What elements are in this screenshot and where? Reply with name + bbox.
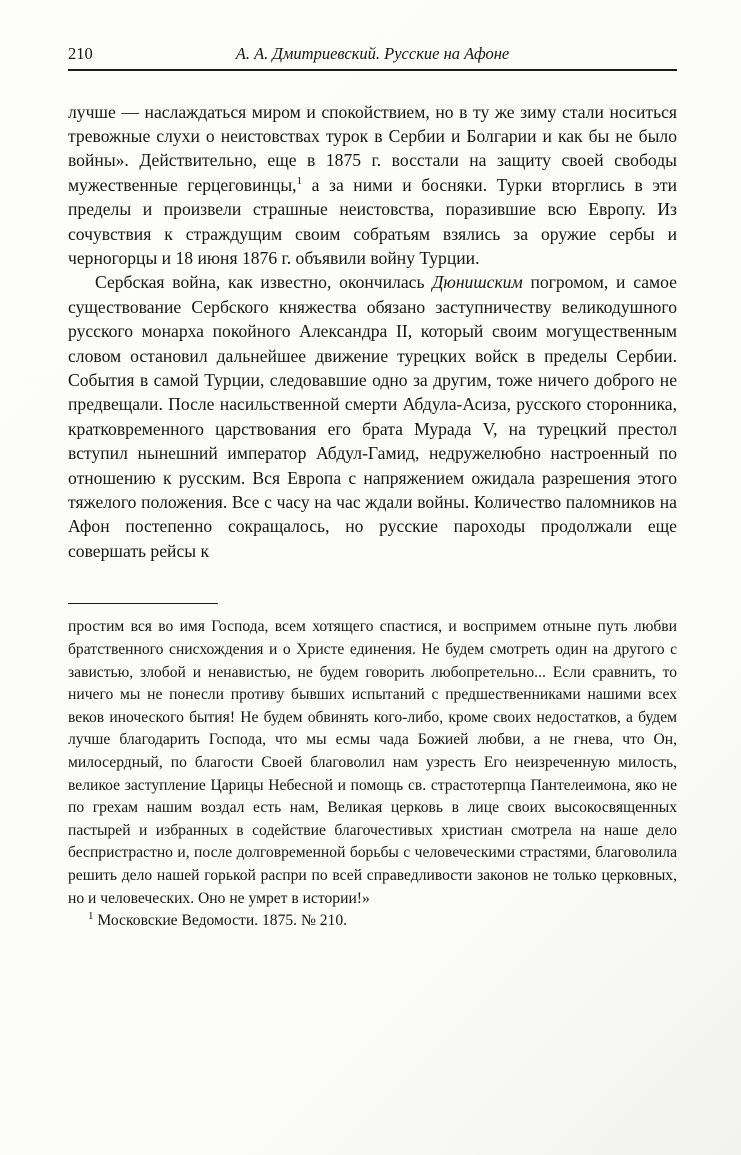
footnote-continuation: простим вся во имя Господа, всем хотящего спастися, и воспримем отныне путь любви братственного снисхождения и о Христе единения. Не будем смотреть один на другого с завистью, злобой и ненавистью, не будем говорить любопретельно... Если сравнить, то ничего мы не понесли противу бывших испытаний с предшественниками нашими всех веков иноческого бытия! Не будем обвинять кого-либо, кроме своих недостатков, а будем лучше благодарить Господа, что мы есмы чада Божией любви, а не гнева, что Он, милосердный, по благости Своей благоволил нам узресть Его неизреченную милость, великое заступление Царицы Небесной и помощь св. страстотерпца Пантелеимона, яко не по грехам нашим воздал есть нам, Великая церковь в лице своих высокосвященных пастырей и избранных в содействие благочестивых христиан смотрела на наше дело беспристрастно и, после долговременной борьбы с человеческими страстями, благоволила решить дело нашей горькой распри по всей справедливости законов не только церковных, но и человеческих. Оно не умрет в истории!» — [68, 618, 677, 907]
main-text-block — [68, 100, 677, 564]
footnote-marker: 1 — [296, 174, 303, 187]
paragraph-continuation — [68, 100, 677, 271]
footnote-separator — [68, 603, 218, 604]
footnote-reference — [68, 910, 677, 933]
page-number: 210 — [68, 44, 93, 63]
page-header — [68, 44, 677, 64]
paragraph-text: лучше — наслаждаться миром и спокойствием, но в ту же зиму стали носиться тревожные слухи о неистовствах турок в Сербии и Болгарии и как бы не было войны». Действительно, еще в 1875 г. восстали на защиту своей свободы мужественные герцеговинцы, — [68, 101, 677, 195]
running-title: А. А. Дмитриевский. Русские на Афоне — [235, 44, 510, 63]
header-rule — [68, 69, 677, 71]
paragraph-text: Сербская война, как известно, окончилась — [95, 272, 433, 293]
footnote-reference-marker: 1 — [88, 909, 94, 922]
paragraph-text: а за ними и босняки. Турки вторглись в эти пределы и произвели страшные неистовства, поразившие всю Европу. Из сочувствия к страждущим своим собратьям взялись за оружие сербы и черногорцы и 18 июня 1876 г. объявили войну Турции. — [68, 174, 677, 268]
paragraph-text: погромом, и самое существование Сербского княжества обязано заступничеству великодушного русского монарха покойного Александра II, который своим могущественным словом остановил дальнейшее движение турецких войск в пределы Сербии. События в самой Турции, следовавшие одно за другим, тоже ничего доброго не предвещали. После насильственной смерти Абдула-Асиза, русского сторонника, кратковременного царствования его брата Мурада V, на турецкий престол вступил нынешний император Абдул-Гамид, недружелюбно настроенный по отношению к русским. Вся Европа с напряжением ожидала разрешения этого тяжелого положения. Все с часу на час ждали войны. Количество паломников на Афон постепенно сокращалось, но русские пароходы продолжали еще совершать рейсы к — [68, 272, 677, 561]
italic-term: Дюнишским — [432, 272, 523, 293]
paragraph — [68, 270, 677, 563]
footnote-section — [68, 616, 677, 932]
footnote-reference-text: Московские Ведомости. 1875. № 210. — [93, 912, 348, 930]
